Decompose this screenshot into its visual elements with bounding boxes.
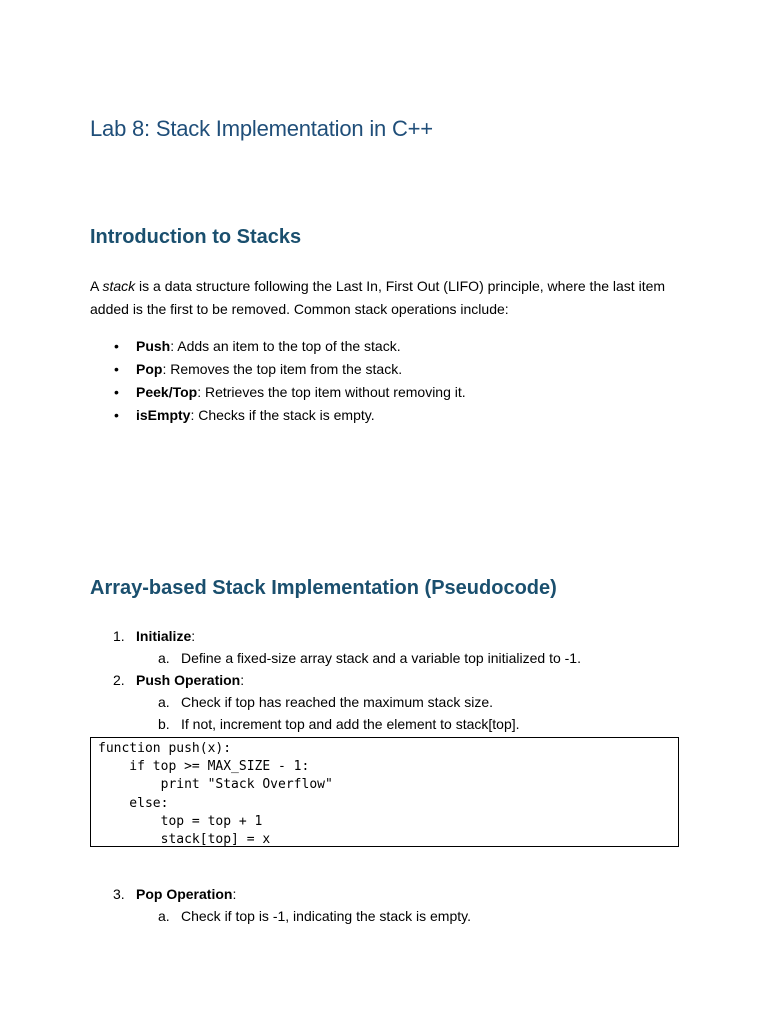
operation-desc: : Retrieves the top item without removing it.: [197, 384, 466, 400]
substep-letter: a.: [158, 908, 170, 924]
stack-operations-list: [90, 335, 690, 427]
intro-para-start: A: [90, 278, 103, 294]
substep-item: [90, 647, 710, 669]
step-suffix: :: [232, 886, 237, 902]
intro-para-italic: stack: [102, 278, 136, 294]
operation-term: Peek/Top: [136, 384, 198, 400]
substep-letter: a.: [158, 650, 170, 666]
operation-desc: : Checks if the stack is empty.: [190, 407, 375, 423]
bullet-icon: •: [114, 384, 119, 400]
list-item: [90, 404, 690, 427]
implementation-steps: [90, 625, 710, 735]
step-number: 3.: [113, 886, 125, 902]
step-item: [90, 883, 710, 905]
step-term: Pop Operation: [136, 886, 233, 902]
bullet-icon: •: [114, 407, 119, 423]
operation-term: isEmpty: [136, 407, 191, 423]
substep-item: [90, 691, 710, 713]
substep-text: Check if top is -1, indicating the stack is empty.: [181, 908, 471, 924]
step-suffix: :: [240, 672, 245, 688]
code-line: if top >= MAX_SIZE - 1:: [98, 759, 310, 775]
code-line: else:: [98, 795, 169, 811]
intro-para-rest: is a data structure following the Last In, First Out (LIFO) principle, where the last item added is the first to be removed. Common stack operations include:: [90, 278, 666, 317]
code-line: stack[top] = x: [98, 832, 271, 847]
substep-letter: b.: [158, 716, 170, 732]
step-item: [90, 669, 710, 691]
substep-item: [90, 905, 710, 927]
operation-term: Pop: [136, 361, 163, 377]
operation-desc: : Removes the top item from the stack.: [162, 361, 403, 377]
intro-paragraph: [90, 275, 690, 321]
step-term: Push Operation: [136, 672, 241, 688]
step-suffix: :: [191, 628, 196, 644]
list-item: [90, 358, 690, 381]
step-number: 1.: [113, 628, 125, 644]
bullet-icon: •: [114, 338, 119, 354]
implementation-steps-continued: [90, 883, 710, 927]
step-item: [90, 625, 710, 647]
substep-item: [90, 713, 710, 735]
substep-text: Check if top has reached the maximum stack size.: [181, 694, 494, 710]
bullet-icon: •: [114, 361, 119, 377]
push-pseudocode-block: [90, 737, 679, 847]
operation-term: Push: [136, 338, 171, 354]
document-title: Lab 8: Stack Implementation in C++: [90, 116, 433, 141]
substep-text: If not, increment top and add the element to stack[top].: [181, 716, 520, 732]
substep-text: Define a fixed-size array stack and a variable top initialized to -1.: [181, 650, 581, 666]
substep-letter: a.: [158, 694, 170, 710]
list-item: [90, 335, 690, 358]
code-line: print "Stack Overflow": [98, 777, 333, 793]
step-number: 2.: [113, 672, 125, 688]
array-stack-heading: Array-based Stack Implementation (Pseudocode): [90, 577, 557, 599]
operation-desc: : Adds an item to the top of the stack.: [170, 338, 401, 354]
step-term: Initialize: [136, 628, 192, 644]
list-item: [90, 381, 690, 404]
code-line: function push(x):: [98, 741, 232, 756]
code-line: top = top + 1: [98, 813, 263, 829]
intro-heading: Introduction to Stacks: [90, 226, 302, 248]
